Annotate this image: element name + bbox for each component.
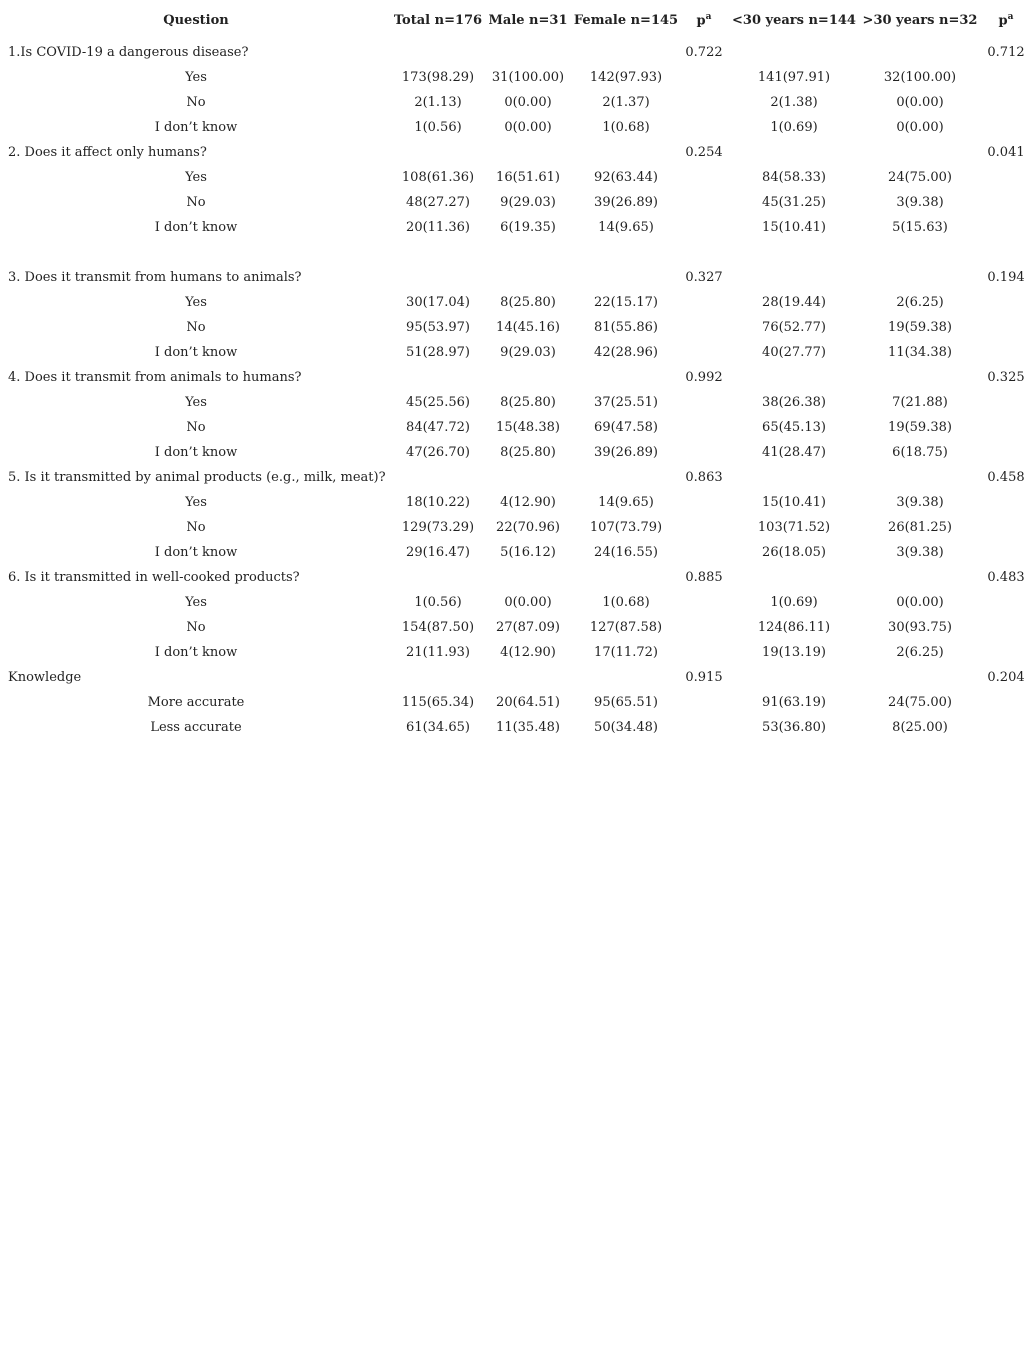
cell-label: 4. Does it transmit from animals to humans? xyxy=(8,370,302,385)
cell-male: 8(25.80) xyxy=(500,395,556,410)
cell-over-30: 2(6.25) xyxy=(896,295,944,310)
cell-under-30: 2(1.38) xyxy=(770,95,818,110)
cell-over-30 xyxy=(860,40,980,65)
header-p-age: $p^a$ xyxy=(998,11,1014,29)
cell-female: 2(1.37) xyxy=(602,95,650,110)
cell-male: 4(12.90) xyxy=(500,495,556,510)
cell-female: 24(16.55) xyxy=(594,545,658,560)
question-row xyxy=(0,465,1032,490)
cell-p-age xyxy=(980,440,1032,465)
cell-total: 1(0.56) xyxy=(414,595,462,610)
cell-label: Knowledge xyxy=(8,670,82,685)
cell-under-30: 1(0.69) xyxy=(770,120,818,135)
cell-p-age: 0.194 xyxy=(987,270,1025,285)
cell-p-age: 0.325 xyxy=(987,370,1025,385)
cell-total: 173(98.29) xyxy=(401,70,475,85)
answer-row xyxy=(0,90,1032,115)
cell-over-30: 6(18.75) xyxy=(892,445,948,460)
cell-p-age xyxy=(980,640,1032,665)
cell-total: 51(28.97) xyxy=(406,345,470,360)
cell-male xyxy=(484,265,572,290)
cell-male: 27(87.09) xyxy=(496,620,560,635)
cell-total xyxy=(392,465,484,490)
cell-over-30: 19(59.38) xyxy=(888,320,952,335)
cell-p-age xyxy=(980,215,1032,240)
cell-male xyxy=(484,665,572,690)
answer-row xyxy=(0,440,1032,465)
cell-label: No xyxy=(186,320,206,335)
cell-over-30: 24(75.00) xyxy=(888,695,952,710)
answer-row xyxy=(0,590,1032,615)
cell-p-sex: 0.254 xyxy=(685,145,723,160)
cell-total xyxy=(392,665,484,690)
cell-over-30 xyxy=(860,365,980,390)
answer-row xyxy=(0,615,1032,640)
cell-over-30: 8(25.00) xyxy=(892,720,948,735)
cell-under-30 xyxy=(728,365,860,390)
cell-over-30: 30(93.75) xyxy=(888,620,952,635)
cell-male: 9(29.03) xyxy=(500,195,556,210)
cell-female xyxy=(572,40,680,65)
cell-total xyxy=(392,265,484,290)
cell-male: 22(70.96) xyxy=(496,520,560,535)
cell-under-30 xyxy=(728,40,860,65)
question-row xyxy=(0,140,1032,165)
cell-p-sex xyxy=(680,90,728,115)
cell-label: I don’t know xyxy=(154,345,238,360)
cell-p-sex xyxy=(680,515,728,540)
cell-total: 1(0.56) xyxy=(414,120,462,135)
answer-row xyxy=(0,215,1032,240)
cell-total: 29(16.47) xyxy=(406,545,470,560)
cell-male: 6(19.35) xyxy=(500,220,556,235)
cell-p-age xyxy=(980,90,1032,115)
cell-over-30: 26(81.25) xyxy=(888,520,952,535)
cell-over-30: 0(0.00) xyxy=(896,95,944,110)
cell-p-age xyxy=(980,315,1032,340)
cell-female: 39(26.89) xyxy=(594,195,658,210)
cell-p-age xyxy=(980,290,1032,315)
cell-female: 1(0.68) xyxy=(602,120,650,135)
answer-row xyxy=(0,640,1032,665)
cell-over-30: 11(34.38) xyxy=(888,345,952,360)
cell-male: 5(16.12) xyxy=(500,545,556,560)
cell-label: More accurate xyxy=(147,695,245,710)
cell-p-sex xyxy=(680,115,728,140)
cell-p-sex xyxy=(680,640,728,665)
cell-male: 20(64.51) xyxy=(496,695,560,710)
header-total: Total n=176 xyxy=(393,12,483,28)
spacer-row xyxy=(0,240,1032,265)
header-under-30: <30 years n=144 xyxy=(732,12,856,28)
cell-total: 48(27.27) xyxy=(406,195,470,210)
cell-female: 50(34.48) xyxy=(594,720,658,735)
cell-over-30: 2(6.25) xyxy=(896,645,944,660)
cell-over-30 xyxy=(860,665,980,690)
cell-label: 6. Is it transmitted in well-cooked products? xyxy=(8,570,300,585)
cell-over-30: 3(9.38) xyxy=(896,495,944,510)
answer-row xyxy=(0,540,1032,565)
cell-under-30: 1(0.69) xyxy=(770,595,818,610)
cell-under-30: 28(19.44) xyxy=(762,295,826,310)
cell-label: I don’t know xyxy=(154,120,238,135)
cell-p-age xyxy=(980,590,1032,615)
question-row xyxy=(0,365,1032,390)
cell-label: 3. Does it transmit from humans to animals? xyxy=(8,270,302,285)
cell-p-sex xyxy=(680,215,728,240)
cell-male xyxy=(484,465,572,490)
cell-total: 115(65.34) xyxy=(401,695,475,710)
cell-p-sex xyxy=(680,65,728,90)
cell-male: 16(51.61) xyxy=(496,170,560,185)
cell-female xyxy=(572,465,680,490)
header-row xyxy=(0,0,1032,40)
cell-total xyxy=(392,140,484,165)
cell-label: I don’t know xyxy=(154,645,238,660)
cell-under-30: 40(27.77) xyxy=(762,345,826,360)
question-row xyxy=(0,665,1032,690)
cell-total: 18(10.22) xyxy=(406,495,470,510)
cell-label: 1.Is COVID-19 a dangerous disease? xyxy=(8,45,249,60)
cell-female xyxy=(572,665,680,690)
cell-male xyxy=(484,140,572,165)
cell-under-30: 84(58.33) xyxy=(762,170,826,185)
answer-row xyxy=(0,315,1032,340)
cell-male xyxy=(484,40,572,65)
cell-total: 95(53.97) xyxy=(406,320,470,335)
cell-p-age xyxy=(980,165,1032,190)
cell-p-sex xyxy=(680,165,728,190)
cell-total: 20(11.36) xyxy=(406,220,470,235)
cell-under-30 xyxy=(728,565,860,590)
question-row xyxy=(0,565,1032,590)
answer-row xyxy=(0,65,1032,90)
cell-male xyxy=(484,565,572,590)
cell-p-age: 0.458 xyxy=(987,470,1025,485)
cell-over-30 xyxy=(860,565,980,590)
answer-row xyxy=(0,190,1032,215)
answer-row xyxy=(0,415,1032,440)
cell-p-sex xyxy=(680,540,728,565)
cell-p-age xyxy=(980,715,1032,740)
cell-over-30: 24(75.00) xyxy=(888,170,952,185)
header-female: Female n=145 xyxy=(573,12,679,28)
cell-label: Yes xyxy=(185,395,207,410)
cell-female: 42(28.96) xyxy=(594,345,658,360)
cell-over-30 xyxy=(860,465,980,490)
cell-total: 47(26.70) xyxy=(406,445,470,460)
cell-under-30 xyxy=(728,140,860,165)
cell-total: 21(11.93) xyxy=(406,645,470,660)
cell-male: 0(0.00) xyxy=(504,95,552,110)
cell-label: Less accurate xyxy=(150,720,242,735)
cell-p-age: 0.712 xyxy=(987,45,1025,60)
cell-under-30 xyxy=(728,465,860,490)
cell-male: 15(48.38) xyxy=(496,420,560,435)
cell-p-sex: 0.915 xyxy=(685,670,723,685)
answer-row xyxy=(0,715,1032,740)
cell-female xyxy=(572,565,680,590)
cell-male: 14(45.16) xyxy=(496,320,560,335)
cell-under-30: 19(13.19) xyxy=(762,645,826,660)
cell-under-30: 103(71.52) xyxy=(757,520,831,535)
cell-label: No xyxy=(186,195,206,210)
cell-label: No xyxy=(186,520,206,535)
cell-over-30 xyxy=(860,265,980,290)
cell-label: Yes xyxy=(185,70,207,85)
cell-female: 127(87.58) xyxy=(589,620,663,635)
cell-total: 45(25.56) xyxy=(406,395,470,410)
cell-p-age xyxy=(980,390,1032,415)
cell-p-sex xyxy=(680,490,728,515)
cell-p-age xyxy=(980,415,1032,440)
cell-over-30: 0(0.00) xyxy=(896,120,944,135)
cell-over-30: 3(9.38) xyxy=(896,195,944,210)
cell-label: Yes xyxy=(185,595,207,610)
cell-p-sex xyxy=(680,415,728,440)
header-over-30: >30 years n=32 xyxy=(862,12,978,28)
cell-under-30: 15(10.41) xyxy=(762,495,826,510)
cell-female: 14(9.65) xyxy=(598,220,654,235)
cell-under-30 xyxy=(728,265,860,290)
cell-total xyxy=(392,365,484,390)
cell-over-30: 7(21.88) xyxy=(892,395,948,410)
answer-row xyxy=(0,340,1032,365)
cell-female: 39(26.89) xyxy=(594,445,658,460)
cell-p-sex xyxy=(680,615,728,640)
cell-p-sex xyxy=(680,690,728,715)
cell-p-age xyxy=(980,690,1032,715)
cell-p-sex xyxy=(680,440,728,465)
cell-p-sex xyxy=(680,190,728,215)
cell-under-30: 38(26.38) xyxy=(762,395,826,410)
cell-total: 84(47.72) xyxy=(406,420,470,435)
cell-male: 4(12.90) xyxy=(500,645,556,660)
cell-male: 8(25.80) xyxy=(500,445,556,460)
cell-female: 17(11.72) xyxy=(594,645,658,660)
header-question: Question xyxy=(163,12,229,28)
question-row xyxy=(0,40,1032,65)
cell-over-30: 19(59.38) xyxy=(888,420,952,435)
header-p-sex: $p^a$ xyxy=(696,11,712,29)
cell-p-sex: 0.722 xyxy=(685,45,723,60)
cell-label: Yes xyxy=(185,495,207,510)
cell-female: 14(9.65) xyxy=(598,495,654,510)
cell-male xyxy=(484,365,572,390)
answer-row xyxy=(0,290,1032,315)
answer-row xyxy=(0,690,1032,715)
cell-label: No xyxy=(186,95,206,110)
cell-female: 69(47.58) xyxy=(594,420,658,435)
cell-p-age xyxy=(980,190,1032,215)
cell-female: 1(0.68) xyxy=(602,595,650,610)
cell-label: Yes xyxy=(185,295,207,310)
cell-p-age xyxy=(980,115,1032,140)
cell-label: No xyxy=(186,620,206,635)
cell-female xyxy=(572,140,680,165)
cell-total: 2(1.13) xyxy=(414,95,462,110)
cell-label: Yes xyxy=(185,170,207,185)
cell-p-age xyxy=(980,515,1032,540)
cell-male: 9(29.03) xyxy=(500,345,556,360)
cell-total: 154(87.50) xyxy=(401,620,475,635)
cell-p-sex xyxy=(680,290,728,315)
cell-under-30: 45(31.25) xyxy=(762,195,826,210)
cell-p-sex: 0.863 xyxy=(685,470,723,485)
cell-total xyxy=(392,565,484,590)
cell-p-sex: 0.992 xyxy=(685,370,723,385)
cell-label: I don’t know xyxy=(154,220,238,235)
cell-p-sex xyxy=(680,715,728,740)
cell-over-30: 0(0.00) xyxy=(896,595,944,610)
question-row xyxy=(0,265,1032,290)
cell-p-age xyxy=(980,490,1032,515)
cell-p-age xyxy=(980,340,1032,365)
cell-label: I don’t know xyxy=(154,445,238,460)
cell-p-age: 0.204 xyxy=(987,670,1025,685)
cell-total: 30(17.04) xyxy=(406,295,470,310)
cell-male: 31(100.00) xyxy=(491,70,565,85)
cell-total: 108(61.36) xyxy=(401,170,475,185)
cell-male: 8(25.80) xyxy=(500,295,556,310)
cell-under-30: 53(36.80) xyxy=(762,720,826,735)
answer-row xyxy=(0,490,1032,515)
cell-p-sex: 0.885 xyxy=(685,570,723,585)
table-body xyxy=(0,40,1032,740)
cell-under-30 xyxy=(728,665,860,690)
cell-under-30: 26(18.05) xyxy=(762,545,826,560)
cell-over-30: 32(100.00) xyxy=(883,70,957,85)
cell-under-30: 41(28.47) xyxy=(762,445,826,460)
cell-p-sex xyxy=(680,315,728,340)
cell-label: 5. Is it transmitted by animal products (e.g., milk, meat)? xyxy=(8,470,386,485)
cell-female: 81(55.86) xyxy=(594,320,658,335)
cell-p-age: 0.483 xyxy=(987,570,1025,585)
cell-male: 0(0.00) xyxy=(504,120,552,135)
cell-p-age: 0.041 xyxy=(987,145,1025,160)
cell-p-sex xyxy=(680,340,728,365)
cell-p-sex xyxy=(680,390,728,415)
cell-p-sex: 0.327 xyxy=(685,270,723,285)
cell-total xyxy=(392,40,484,65)
answer-row xyxy=(0,165,1032,190)
cell-female: 22(15.17) xyxy=(594,295,658,310)
answer-row xyxy=(0,515,1032,540)
cell-label: 2. Does it affect only humans? xyxy=(8,145,207,160)
cell-p-age xyxy=(980,615,1032,640)
cell-total: 129(73.29) xyxy=(401,520,475,535)
spacer-cell xyxy=(0,240,1032,265)
cell-p-sex xyxy=(680,590,728,615)
cell-p-age xyxy=(980,540,1032,565)
cell-male: 0(0.00) xyxy=(504,595,552,610)
cell-label: No xyxy=(186,420,206,435)
cell-under-30: 76(52.77) xyxy=(762,320,826,335)
cell-p-age xyxy=(980,65,1032,90)
cell-female: 142(97.93) xyxy=(589,70,663,85)
cell-over-30: 5(15.63) xyxy=(892,220,948,235)
cell-under-30: 124(86.11) xyxy=(757,620,831,635)
cell-under-30: 65(45.13) xyxy=(762,420,826,435)
cell-under-30: 15(10.41) xyxy=(762,220,826,235)
cell-total: 61(34.65) xyxy=(406,720,470,735)
cell-under-30: 91(63.19) xyxy=(762,695,826,710)
cell-over-30: 3(9.38) xyxy=(896,545,944,560)
header-male: Male n=31 xyxy=(488,12,568,28)
cell-male: 11(35.48) xyxy=(496,720,560,735)
cell-female: 95(65.51) xyxy=(594,695,658,710)
answer-row xyxy=(0,390,1032,415)
cell-female: 37(25.51) xyxy=(594,395,658,410)
cell-over-30 xyxy=(860,140,980,165)
cell-female: 107(73.79) xyxy=(589,520,663,535)
cell-under-30: 141(97.91) xyxy=(757,70,831,85)
cell-female xyxy=(572,365,680,390)
cell-female: 92(63.44) xyxy=(594,170,658,185)
answer-row xyxy=(0,115,1032,140)
cell-female xyxy=(572,265,680,290)
cell-label: I don’t know xyxy=(154,545,238,560)
